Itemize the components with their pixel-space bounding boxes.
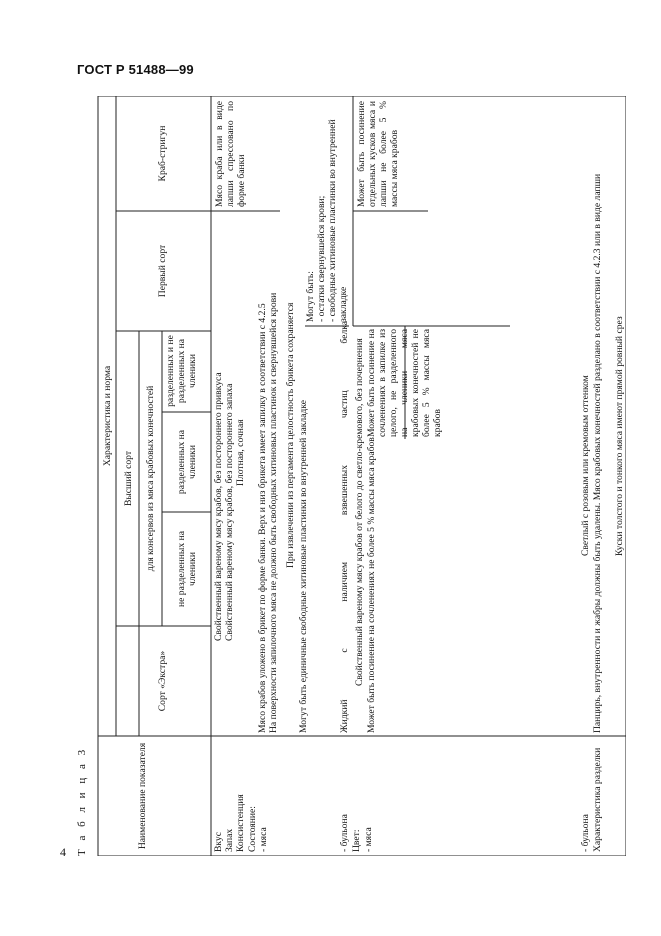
header-extra: Сорт «Экстра»: [157, 650, 168, 712]
cell-spider-state: Мясо краба или в виде лапши спрессовано по форме банки: [214, 101, 247, 207]
page-number: 4: [60, 845, 66, 859]
row-color-broth: - бульона: [580, 814, 591, 852]
cell-cutting-1: Панцирь, внутренности и жабры должны быть удалены. Мясо крабовых конечностей разделано в соответствии с 4.2.3 или в виде лапши: [592, 173, 603, 733]
cell-meat-state-2: На поверхности запилочного мяса не должно быть свободных хитиновых пластинок и свернувшейся крови: [268, 292, 279, 733]
header-spider-crab: Краб-стригун: [157, 125, 168, 182]
cell-consistency: Плотная, сочная: [235, 419, 246, 486]
table-caption: Т а б л и ц а 3: [76, 746, 88, 856]
header-limbs-not-cut: не разделенных на членики: [176, 531, 198, 607]
cell-extraction: При извлечении из пергамента целостность брикета сохраняется: [285, 302, 296, 568]
cell-broth-state: Жидкий с наличием взвешенных частиц белка: [339, 321, 350, 733]
header-indicator: Наименование показателя: [137, 742, 148, 850]
cell-taste: Свойственный вареному мясу крабов, без постороннего привкуса: [213, 372, 224, 641]
row-state-meat: - мяса: [258, 827, 269, 852]
row-color: Цвет:: [351, 829, 362, 852]
header-char-norm: Характеристика и норма: [102, 365, 113, 467]
header-first-grade: Первый сорт: [157, 244, 168, 298]
row-state: Состояние:: [247, 806, 258, 852]
cell-cutting-2: Куски толстого и тонкого мяса имеют прямой ровный срез: [614, 316, 625, 556]
cell-first-item1: - остатки свернувшейся крови;: [316, 195, 327, 322]
row-smell: Запах: [224, 828, 235, 852]
row-color-meat: - мяса: [363, 827, 374, 852]
header-limbs: для консервов из мяса крабовых конечностей: [145, 385, 156, 572]
rotated-table-3: [73, 96, 626, 856]
header-limbs-cut: разделенных на членики: [176, 429, 198, 495]
cell-color-first: Может быть посинение на сочленениях в запилке из целого, не разделенного на членики мяса крабовых конечностей не более 5 % массы мяса крабов: [366, 329, 443, 437]
cell-meat-state-1: Мясо крабов уложено в брикет по форме банки. Верх и низ брикета имеет запилку в соответствии с 4.2.5: [257, 303, 268, 733]
cell-color-meat: Свойственный вареному мясу крабов от белого до светло-кремового, без почернения: [354, 338, 365, 686]
row-taste: Вкус: [213, 832, 224, 852]
cell-chitin-extra: Могут быть единичные свободные хитиновые пластинки во внутренней закладке: [298, 400, 309, 733]
row-consistency: Консистенция: [235, 794, 246, 852]
header-limbs-mixed: разделенных и не разделенных на членики: [165, 335, 198, 407]
cell-color-broth: Светлый с розовым или кремовым оттенком: [580, 375, 591, 556]
row-state-broth: - бульона: [339, 814, 350, 852]
row-cutting: Характеристика разделки: [592, 747, 603, 852]
cell-first-item2: - свободные хитиновые пластинки во внутренней закладке: [327, 119, 349, 322]
header-top-grade: Высший сорт: [123, 450, 134, 507]
cell-first-may-be: Могут быть:: [305, 271, 316, 322]
standard-header: ГОСТ Р 51488—99: [77, 62, 194, 77]
cell-smell: Свойственный вареному мясу крабов, без постороннего запаха: [224, 383, 235, 641]
cell-color-extra: Может быть посинение на сочленениях не более 5 % массы мяса крабов: [366, 437, 377, 733]
cell-color-spider: Может быть посинение отдельных кусков мяса и лапши не более 5 % массы мяса крабов: [356, 101, 400, 207]
